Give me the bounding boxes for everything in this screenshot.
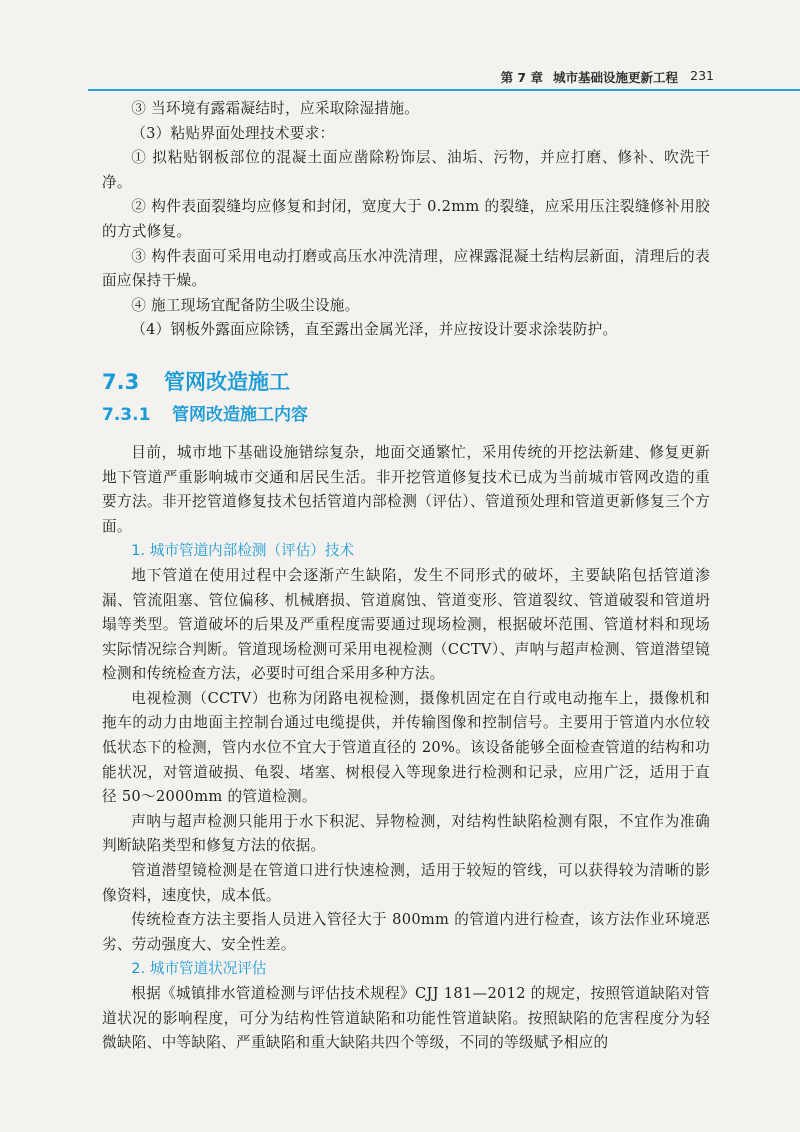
intro-paragraph: 目前，城市地下基础设施错综复杂，地面交通繁忙，采用传统的开挖法新建、修复更新地下管道严重影响城市交通和居民生活。非开挖管道修复技术已成为当前城市管网改造的重要方法。非开挖管道修复技术包括管道内部检测（评估）、管道预处理和管道更新修复三个方面。	[102, 443, 710, 535]
paragraph: 传统检查方法主要指人员进入管径大于 800mm 的管道内进行检查，该方法作业环境恶劣、劳动强度大、安全性差。	[102, 911, 710, 953]
page-content	[102, 97, 710, 1056]
paragraph: ③ 当环境有露霜凝结时，应采取除湿措施。	[131, 100, 420, 117]
item1-heading: 1. 城市管道内部检测（评估）技术	[131, 542, 355, 560]
paragraph: ② 构件表面裂缝均应修复和封闭，宽度大于 0.2mm 的裂缝，应采用压注裂缝修补用胶的方式修复。	[102, 198, 710, 240]
header-title: 城市基础设施更新工程	[552, 70, 678, 85]
paragraph: （3）粘贴界面处理技术要求：	[131, 124, 335, 142]
paragraph: 地下管道在使用过程中会逐渐产生缺陷，发生不同形式的破坏，主要缺陷包括管道渗漏、管流阻塞、管位偏移、机械磨损、管道腐蚀、管道变形、管道裂纹、管道破裂和管道坍塌等类型。管道破坏的后果及严重程度需要通过现场检测，根据破坏范围、管道材料和现场实际情况综合判断。管道现场检测可采用电视检测（CCTV）、声呐与超声检测、管道潜望镜检测和传统检查方法，必要时可组合采用多种方法。	[102, 566, 710, 683]
paragraph: 电视检测（CCTV）也称为闭路电视检测，摄像机固定在自行或电动拖车上，摄像机和拖车的动力由地面主控制台通过电缆提供，并传输图像和控制信号。主要用于管道内水位较低状态下的检测，管内水位不宜大于管道直径的 20%。该设备能够全面检查管道的结构和功能状况，对管道破损、龟裂、堵塞、树根侵入等现象进行检测和记录，应用广泛，适用于直径 50～2000mm 的管道检测。	[102, 689, 710, 806]
paragraph: 根据《城镇排水管道检测与评估技术规程》CJJ 181—2012 的规定，按照管道缺陷对管道状况的影响程度，可分为结构性管道缺陷和功能性管道缺陷。按照缺陷的危害程度分为轻微缺陷、中等缺陷、严重缺陷和重大缺陷共四个等级，不同的等级赋予相应的	[102, 985, 710, 1052]
item2-heading: 2. 城市管道状况评估	[131, 960, 267, 978]
section-heading	[102, 367, 710, 397]
paragraph: （4）钢板外露面应除锈，直至露出金属光泽，并应按设计要求涂装防护。	[131, 321, 618, 339]
section-number: 7.3	[102, 369, 140, 394]
subsection-number: 7.3.1	[102, 404, 151, 425]
subsection-title: 管网改造施工内容	[172, 404, 308, 425]
page-number: 231	[690, 68, 714, 83]
paragraph: 声呐与超声检测只能用于水下积泥、异物检测，对结构性缺陷检测有限，不宜作为准确判断缺陷类型和修复方法的依据。	[102, 812, 710, 855]
running-header	[0, 60, 800, 90]
header-chapter: 第 7 章	[500, 70, 543, 85]
header-chapter-title	[501, 68, 678, 86]
paragraph: ① 拟粘贴钢板部位的混凝土面应凿除粉饰层、油垢、污物，并应打磨、修补、吹洗干净。	[102, 149, 710, 191]
paragraph: ③ 构件表面可采用电动打磨或高压水冲洗清理，应裸露混凝土结构层新面，清理后的表面应保持干燥。	[102, 247, 710, 290]
subsection-heading	[102, 402, 710, 428]
paragraph: 管道潜望镜检测是在管道口进行快速检测，适用于较短的管线，可以获得较为清晰的影像资料，速度快，成本低。	[102, 862, 710, 904]
section-title: 管网改造施工	[164, 369, 290, 394]
paragraph: ④ 施工现场宜配备防尘吸尘设施。	[131, 296, 360, 314]
header-rule	[88, 89, 800, 91]
